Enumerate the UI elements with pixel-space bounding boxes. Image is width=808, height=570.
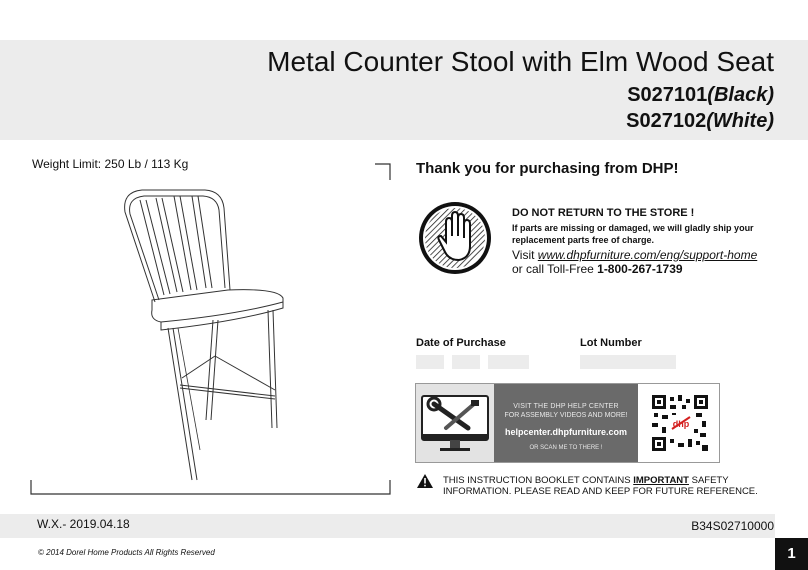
weight-limit: Weight Limit: 250 Lb / 113 Kg — [32, 157, 189, 171]
help-scan-text: OR SCAN ME TO THERE ! — [529, 445, 603, 451]
help-center-banner — [415, 383, 720, 463]
phone-number: 1-800-267-1739 — [597, 262, 683, 276]
warning-triangle-icon — [417, 474, 433, 488]
replacement-parts-text: If parts are missing or damaged, we will gladly ship your replacement parts free of charge. — [512, 223, 754, 245]
safety-warning-text: THIS INSTRUCTION BOOKLET CONTAINS IMPORTANT SAFETY INFORMATION. PLEASE READ AND KEEP FOR FUTURE REFERENCE. — [443, 475, 758, 498]
help-text-panel — [494, 384, 638, 462]
sku-white: S027102(White) — [626, 110, 774, 132]
visit-line: Visit www.dhpfurniture.com/eng/support-home — [512, 248, 758, 262]
copyright-notice: © 2014 Dorel Home Products All Rights Reserved — [38, 548, 215, 557]
qr-code-icon[interactable] — [652, 395, 708, 451]
lot-number-box[interactable] — [580, 355, 676, 369]
lot-number-label: Lot Number — [580, 337, 642, 349]
document-code: B34S02710000 — [691, 519, 774, 533]
version-date: W.X.- 2019.04.18 — [37, 517, 130, 531]
date-of-purchase-label: Date of Purchase — [416, 337, 506, 349]
stool-illustration — [30, 160, 392, 496]
date-month-box[interactable] — [416, 355, 444, 369]
help-line-2: FOR ASSEMBLY VIDEOS AND MORE! — [504, 412, 628, 419]
page-number: 1 — [775, 538, 808, 570]
call-line: or call Toll-Free 1-800-267-1739 — [512, 262, 683, 276]
monitor-wrench-icon — [416, 384, 494, 462]
date-day-box[interactable] — [452, 355, 480, 369]
sku-black: S027101(Black) — [627, 84, 774, 106]
support-link[interactable]: www.dhpfurniture.com/eng/support-home — [537, 248, 758, 262]
thank-you-heading: Thank you for purchasing from DHP! — [416, 160, 679, 177]
help-center-url[interactable]: helpcenter.dhpfurniture.com — [504, 427, 627, 437]
product-title: Metal Counter Stool with Elm Wood Seat — [267, 46, 774, 77]
do-not-return-warning: DO NOT RETURN TO THE STORE ! — [512, 207, 695, 219]
help-line-1: VISIT THE DHP HELP CENTER — [513, 403, 619, 410]
qr-logo-text: dhp — [672, 419, 690, 429]
help-illustration-panel — [416, 384, 494, 462]
stop-hand-icon — [417, 200, 493, 276]
date-year-box[interactable] — [488, 355, 529, 369]
